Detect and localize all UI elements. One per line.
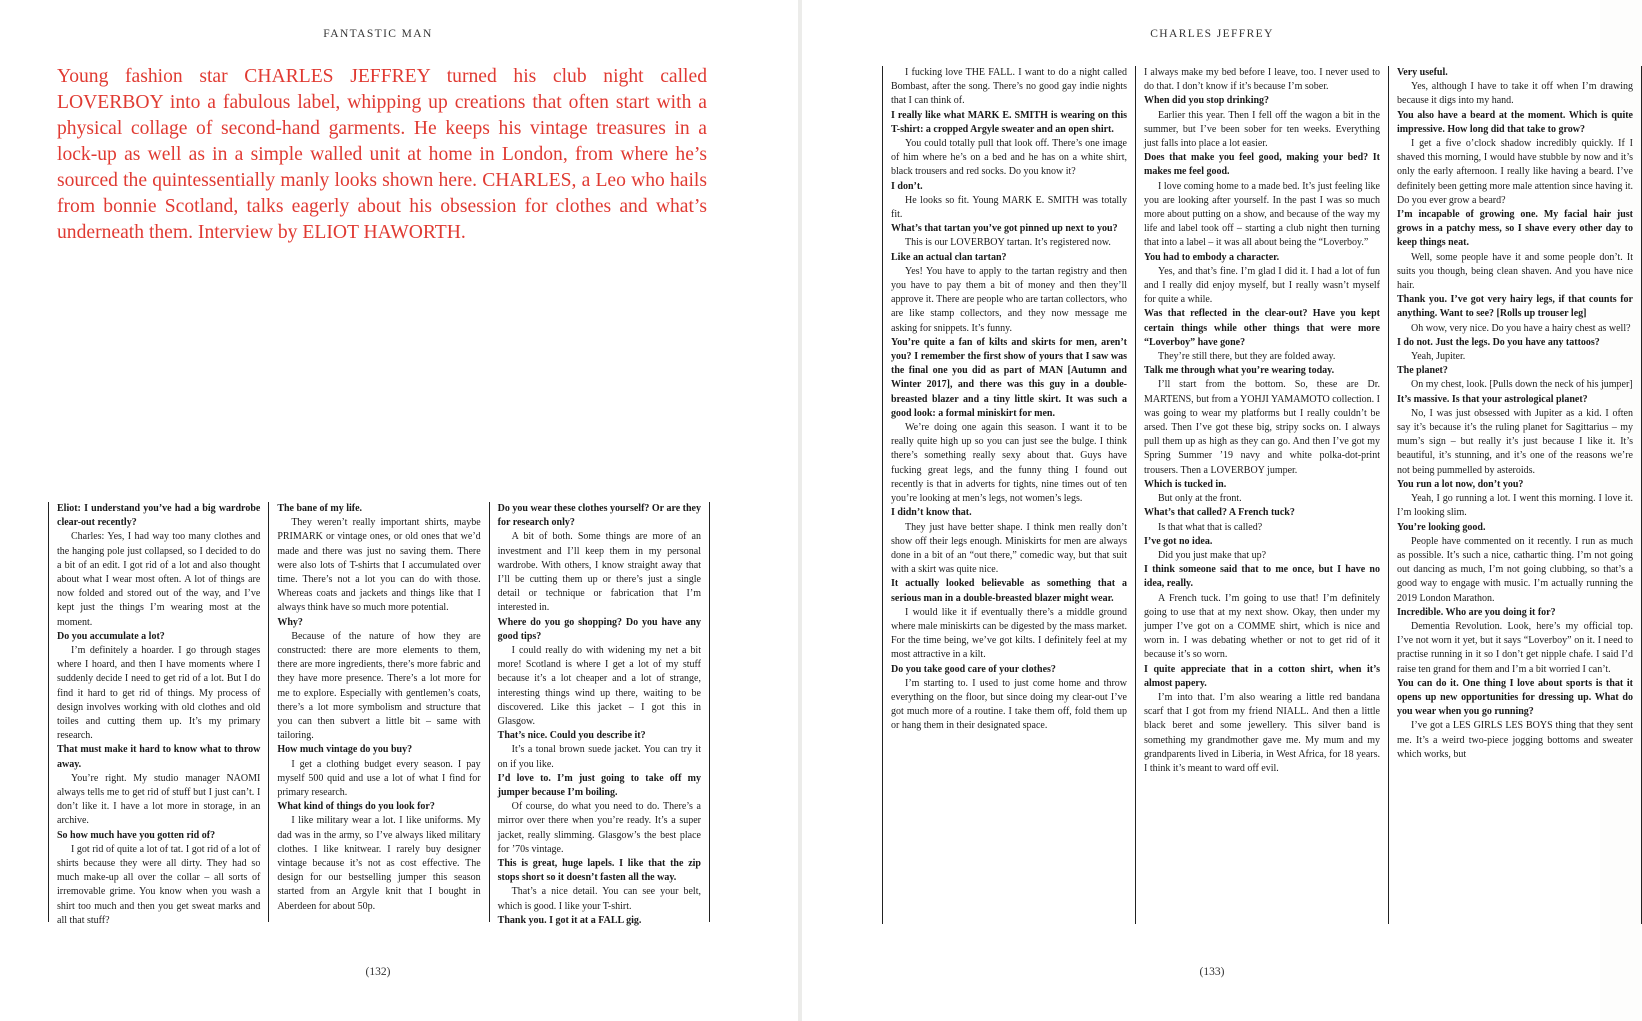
interview-answer: They’re still there, but they are folded away.	[1158, 351, 1336, 363]
interview-answer: On my chest, look. [Pulls down the neck of his jumper]	[1411, 379, 1633, 391]
running-head: FANTASTIC MAN	[323, 28, 433, 40]
interview-answer: Yes, and that’s fine. I’m glad I did it. I had a lot of fun and I really did enjoy myself, but I really wasn’t myself for quite a while.	[1144, 265, 1380, 306]
interview-question: That must make it hard to know what to throw away.	[57, 744, 261, 770]
interview-question: Do you take good care of your clothes?	[891, 663, 1056, 675]
interview-question: When did you stop drinking?	[1144, 95, 1270, 107]
left-page	[0, 0, 798, 1021]
interview-question: Do you accumulate a lot?	[57, 630, 165, 642]
interview-answer: It’s a tonal brown suede jacket. You can try it on if you like.	[497, 744, 701, 770]
interview-answer: That’s a nice detail. You can see your belt, which is good. I like your T-shirt.	[497, 886, 701, 912]
interview-question: I don’t.	[891, 180, 923, 192]
interview-question: You can do it. One thing I love about sports is that it opens up new opportunities for dressing up. What do you wear when you go running?	[1397, 677, 1633, 718]
interview-answer: Well, some people have it and some people don’t. It suits you though, being clean shaven. And you have nice hair.	[1397, 251, 1633, 292]
interview-answer: Charles: Yes, I had way too many clothes and the hanging pole just collapsed, so I decided to do a bit of an edit. I got rid of a lot and also thought about what I wear most often. A lot of things are now folded and stored out of the way, and I’ve kept just the things I’m wearing most at the moment.	[57, 531, 261, 628]
interview-answer: I’m into that. I’m also wearing a little red bandana scarf that I got from my friend NIALL. And then a little black beret and some jewellery. This silver band is something my grandmother gave me. My mum and my grandparents lived in Liberia, in West Africa, for 18 years. I think it’s meant to ward off evil.	[1144, 691, 1380, 774]
text-column	[268, 502, 488, 922]
interview-answer: I love coming home to a made bed. It’s just feeling like you are looking after yourself. In the past I was so much more about putting on a show, and because of the way my life and label took off – starting a club night then turning that into a label – it was all about being the “Loverboy.”	[1144, 180, 1380, 249]
left-text-columns	[48, 502, 710, 926]
interview-question: It actually looked believable as something that a serious man in a double-breasted blazer might wear.	[891, 578, 1127, 604]
interview-answer: Yes, although I have to take it off when I’m drawing because it digs into my hand.	[1397, 81, 1633, 107]
interview-question: Thank you. I got it at a FALL gig.	[497, 914, 642, 926]
interview-answer: Yes! You have to apply to the tartan registry and then you have to pay them a bit of money and then they’ll approve it. There are people who are tartan collectors, who are like stamp collectors, and they now message me asking for snippets. It’s funny.	[891, 265, 1127, 334]
text-column	[882, 66, 1135, 924]
interview-answer: Earlier this year. Then I fell off the wagon a bit in the summer, but I’ve been sober for ten weeks. Everything just falls into place a lot easier.	[1144, 109, 1380, 150]
text-column	[1388, 66, 1642, 924]
interview-question: Like an actual clan tartan?	[891, 251, 1007, 263]
interview-answer: I like military wear a lot. I like uniforms. My dad was in the army, so I’ve always liked military clothes. I like knitwear. I rarely buy designer vintage because it’s not as cost effective. The design for our bestselling jumper this season started from an Argyle knit that I bought in Aberdeen for about 50p.	[277, 815, 481, 912]
interview-question: Why?	[277, 616, 303, 628]
interview-answer: A French tuck. I’m going to use that! I’m definitely going to use that at my next show. Okay, then under my jumper I’ve got on a COMME shirt, which is nice and worn in. I was debating whether or not to get rid of it because it’s so worn.	[1144, 592, 1380, 661]
interview-answer: You could totally pull that look off. There’s one image of him where he’s on a bed and he has on a white shirt, black trousers and red socks. Do you know it?	[891, 138, 1127, 178]
text-column	[489, 502, 710, 926]
interview-question: I quite appreciate that in a cotton shirt, when it’s almost papery.	[1144, 663, 1380, 689]
interview-answer: But only at the front.	[1158, 493, 1242, 505]
interview-answer: They weren’t really important shirts, maybe PRIMARK or vintage ones, or old ones that we’d made and there was just no saving them. There were also lots of T-shirts that I accumulated over time. There’s not a lot you can do with those. Whereas coats and jackets and things like that I always think have so much more potential.	[277, 517, 481, 614]
interview-question: Incredible. Who are you doing it for?	[1397, 606, 1556, 618]
interview-question: Do you wear these clothes yourself? Or are they for research only?	[497, 503, 701, 529]
interview-question: You’re looking good.	[1397, 521, 1486, 533]
interview-question: Thank you. I’ve got very hairy legs, if that counts for anything. Want to see? [Rolls up trouser leg]	[1397, 294, 1633, 320]
interview-question: How much vintage do you buy?	[277, 744, 413, 756]
interview-answer: I would like it if eventually there’s a middle ground where male miniskirts can be digested by the mass market. For the time being, we’ve got kilts. I definitely feel at my most attractive in a kilt.	[891, 606, 1127, 661]
page-number: (132)	[365, 966, 391, 978]
interview-answer: No, I was just obsessed with Jupiter as a kid. I often say it’s because it’s the ruling planet for Sagittarius – my mum’s sign – but really it’s just because I like it. It’s beautiful, it’s stunning, and it’s one of the reasons we’re not being pummelled by asteroids.	[1397, 407, 1633, 476]
interview-question: You run a lot now, don’t you?	[1397, 478, 1524, 490]
interview-question: Talk me through what you’re wearing today.	[1144, 365, 1335, 377]
interview-answer: A bit of both. Some things are more of an investment and I’ll keep them in my personal wardrobe. With others, I know straight away that I’ll be cutting them up or there’s just a single detail or technique or fabrication that I’m interested in.	[497, 531, 701, 614]
text-column	[48, 502, 268, 926]
interview-answer: We’re doing one again this season. I want it to be really quite high up so you can just see the bulge. I think there’s something really sexy about that. Guys have fucking great legs, and the funny thing I found out recently is that in adverts for tights, nine times out of ten you’re looking at men’s legs, not women’s legs.	[891, 422, 1127, 505]
interview-answer: He looks so fit. Young MARK E. SMITH was totally fit.	[891, 194, 1127, 221]
interview-answer: I fucking love THE FALL. I want to do a night called Bombast, after the song. There’s no good gay indie nights that I can think of.	[891, 67, 1127, 107]
interview-question: Very useful.	[1397, 67, 1448, 78]
interview-answer: I could really do with widening my net a bit more! Scotland is where I get a lot of my stuff because it’s a lot cheaper and a lot of strange, interesting things wind up there, waiting to be discovered. Like this jacket – I got this in Glasgow.	[497, 645, 701, 728]
interview-answer: Is that what that is called?	[1158, 521, 1263, 533]
interview-question: This is great, huge lapels. I like that the zip stops short so it doesn’t fasten all the way.	[497, 858, 701, 884]
interview-question: Eliot: I understand you’ve had a big wardrobe clear-out recently?	[57, 503, 261, 529]
interview-question: Does that make you feel good, making your bed? It makes me feel good.	[1144, 152, 1380, 178]
interview-question: I’d love to. I’m just going to take off my jumper because I’m boiling.	[497, 772, 701, 799]
interview-question: You’re quite a fan of kilts and skirts for men, aren’t you? I remember the first show of yours that I saw was the final one you did as part of MAN [Autumn and Winter 2017], and there was this guy in a double-breasted blazer and a tiny little skirt. It was such a good look: a formal miniskirt for men.	[891, 336, 1127, 419]
interview-answer: This is our LOVERBOY tartan. It’s registered now.	[905, 237, 1111, 249]
interview-answer: I always make my bed before I leave, too. I never used to do that. I don’t know if it’s because I’m sober.	[1144, 67, 1380, 93]
interview-question: What’s that tartan you’ve got pinned up next to you?	[891, 223, 1118, 235]
interview-answer: I’ve got a LES GIRLS LES BOYS thing that they sent me. It’s a weird two-piece jogging bottoms and sweater which works, but	[1397, 720, 1633, 760]
interview-question: I do not. Just the legs. Do you have any tattoos?	[1397, 336, 1600, 348]
interview-question: Was that reflected in the clear-out? Have you kept certain things while other things that were more “Loverboy” have gone?	[1144, 308, 1380, 348]
interview-answer: Of course, do what you need to do. There’s a mirror over there when you’re ready. It’s a super jacket, really slimming. Glasgow’s the best place for ’70s vintage.	[497, 801, 701, 855]
interview-question: You had to embody a character.	[1144, 251, 1280, 263]
text-column	[1135, 66, 1388, 924]
interview-question: So how much have you gotten rid of?	[57, 829, 216, 841]
interview-answer: I’m starting to. I used to just come home and throw everything on the floor, but since doing my clear-out I’ve got much more of a routine. I take them off, fold them up or hang them in their designated space.	[891, 677, 1127, 732]
interview-question: I’m incapable of growing one. My facial hair just grows in a patchy mess, so I shave every other day to keep things neat.	[1397, 209, 1633, 249]
interview-answer: They just have better shape. I think men really don’t show off their legs enough. Miniskirts for men are always done in a bit of an “out there,” comedic way, but that suit with a skirt was quite nice.	[891, 521, 1127, 576]
interview-question: Where do you go shopping? Do you have any good tips?	[497, 616, 701, 642]
interview-question: What kind of things do you look for?	[277, 801, 435, 813]
right-text-columns	[882, 66, 1642, 924]
interview-answer: You’re right. My studio manager NAOMI always tells me to get rid of stuff but I just can’t. I don’t like it. I have a lot more in storage, in an archive.	[57, 772, 261, 827]
right-page	[802, 0, 1633, 1021]
interview-answer: People have commented on it recently. I run as much as possible. It’s such a nice, cathartic thing. I’m not going out dancing as much, I’m not going clubbing, so that’s a good way to engage with music. I’m actually running the 2019 London Marathon.	[1397, 535, 1633, 604]
interview-answer: Yeah, Jupiter.	[1411, 351, 1466, 363]
interview-question: It’s massive. Is that your astrological planet?	[1397, 393, 1588, 405]
running-head: CHARLES JEFFREY	[1150, 28, 1274, 40]
interview-answer: Because of the nature of how they are constructed: there are more elements to them, there are more ingredients, there’s more fabric and they have more presence. There’s a lot more for me to explore. Especially with gentlemen’s coats, there’s a lot more symbolism and structure that you can then subvert a little bit – same with tailoring.	[277, 630, 481, 742]
interview-question: The bane of my life.	[277, 503, 363, 514]
interview-answer: Yeah, I go running a lot. I went this morning. I love it. I’m looking slim.	[1397, 493, 1633, 519]
interview-answer: I get a five o’clock shadow incredibly quickly. If I shaved this morning, I would have stubble by now and it’s only the early afternoon. I really like having a beard. I’ve definitely been getting more male attention since having it. Do you ever grow a beard?	[1397, 138, 1633, 206]
interview-answer: I’m definitely a hoarder. I go through stages where I hoard, and then I have moments where I suddenly decide I need to get rid of a lot. But I do find it hard to get rid of things. My process of design involves working with old clothes and old toiles and cutting them up. It’s my primary research.	[57, 645, 261, 742]
interview-question: Which is tucked in.	[1144, 478, 1227, 490]
interview-answer: Oh wow, very nice. Do you have a hairy chest as well?	[1411, 322, 1631, 334]
interview-answer: Did you just make that up?	[1158, 549, 1267, 561]
interview-answer: Dementia Revolution. Look, here’s my official top. I’ve not worn it yet, but it says “Loverboy” on it. I need to practise running in it so I don’t get nipple chafe. I said I’d raise ten grand for them and I’m a bit worried I can’t.	[1397, 620, 1633, 675]
interview-answer: I got rid of quite a lot of tat. I got rid of a lot of shirts because they were all dirty. They had so much make-up all over the collar – all sorts of irremovable grime. You know when you wash a shirt too much and then you get sweat marks and all that stuff?	[57, 843, 261, 926]
page-number: (133)	[1199, 966, 1225, 978]
interview-question: The planet?	[1397, 365, 1448, 377]
interview-question: You also have a beard at the moment. Which is quite impressive. How long did that take to grow?	[1397, 109, 1633, 135]
interview-question: I really like what MARK E. SMITH is wearing on this T-shirt: a cropped Argyle sweater and an open shirt.	[891, 109, 1127, 135]
interview-question: I didn’t know that.	[891, 507, 972, 519]
interview-question: I’ve got no idea.	[1144, 535, 1213, 547]
interview-question: That’s nice. Could you describe it?	[497, 730, 646, 742]
interview-answer: I’ll start from the bottom. So, these are Dr. MARTENS, but from a YOHJI YAMAMOTO collection. I was going to wear my platforms but I really couldn’t be arsed. Then I’ve got these big, stripy socks on. I always pull them up as high as they can go. And then I’ve got my Spring Summer ’19 navy and white polka-dot-print trousers. Then a LOVERBOY jumper.	[1144, 379, 1380, 476]
interview-question: I think someone said that to me once, but I have no idea, really.	[1144, 564, 1380, 590]
standfirst-intro: Young fashion star CHARLES JEFFREY turned his club night called LOVERBOY into a fabulous label, whipping up creations that often start with a physical collage of second-hand garments. He keeps his vintage treasures in a lock-up as well as in a simple walled unit at home in London, from where he’s sourced the quintessentially manly looks shown here. CHARLES, a Leo who hails from bonnie Scotland, talks eagerly about his obsession for clothes and what’s underneath them. Interview by ELIOT HAWORTH.	[57, 66, 707, 243]
interview-answer: I get a clothing budget every season. I pay myself 500 quid and use a lot of what I find for primary research.	[277, 758, 481, 799]
interview-question: What’s that called? A French tuck?	[1144, 507, 1295, 519]
